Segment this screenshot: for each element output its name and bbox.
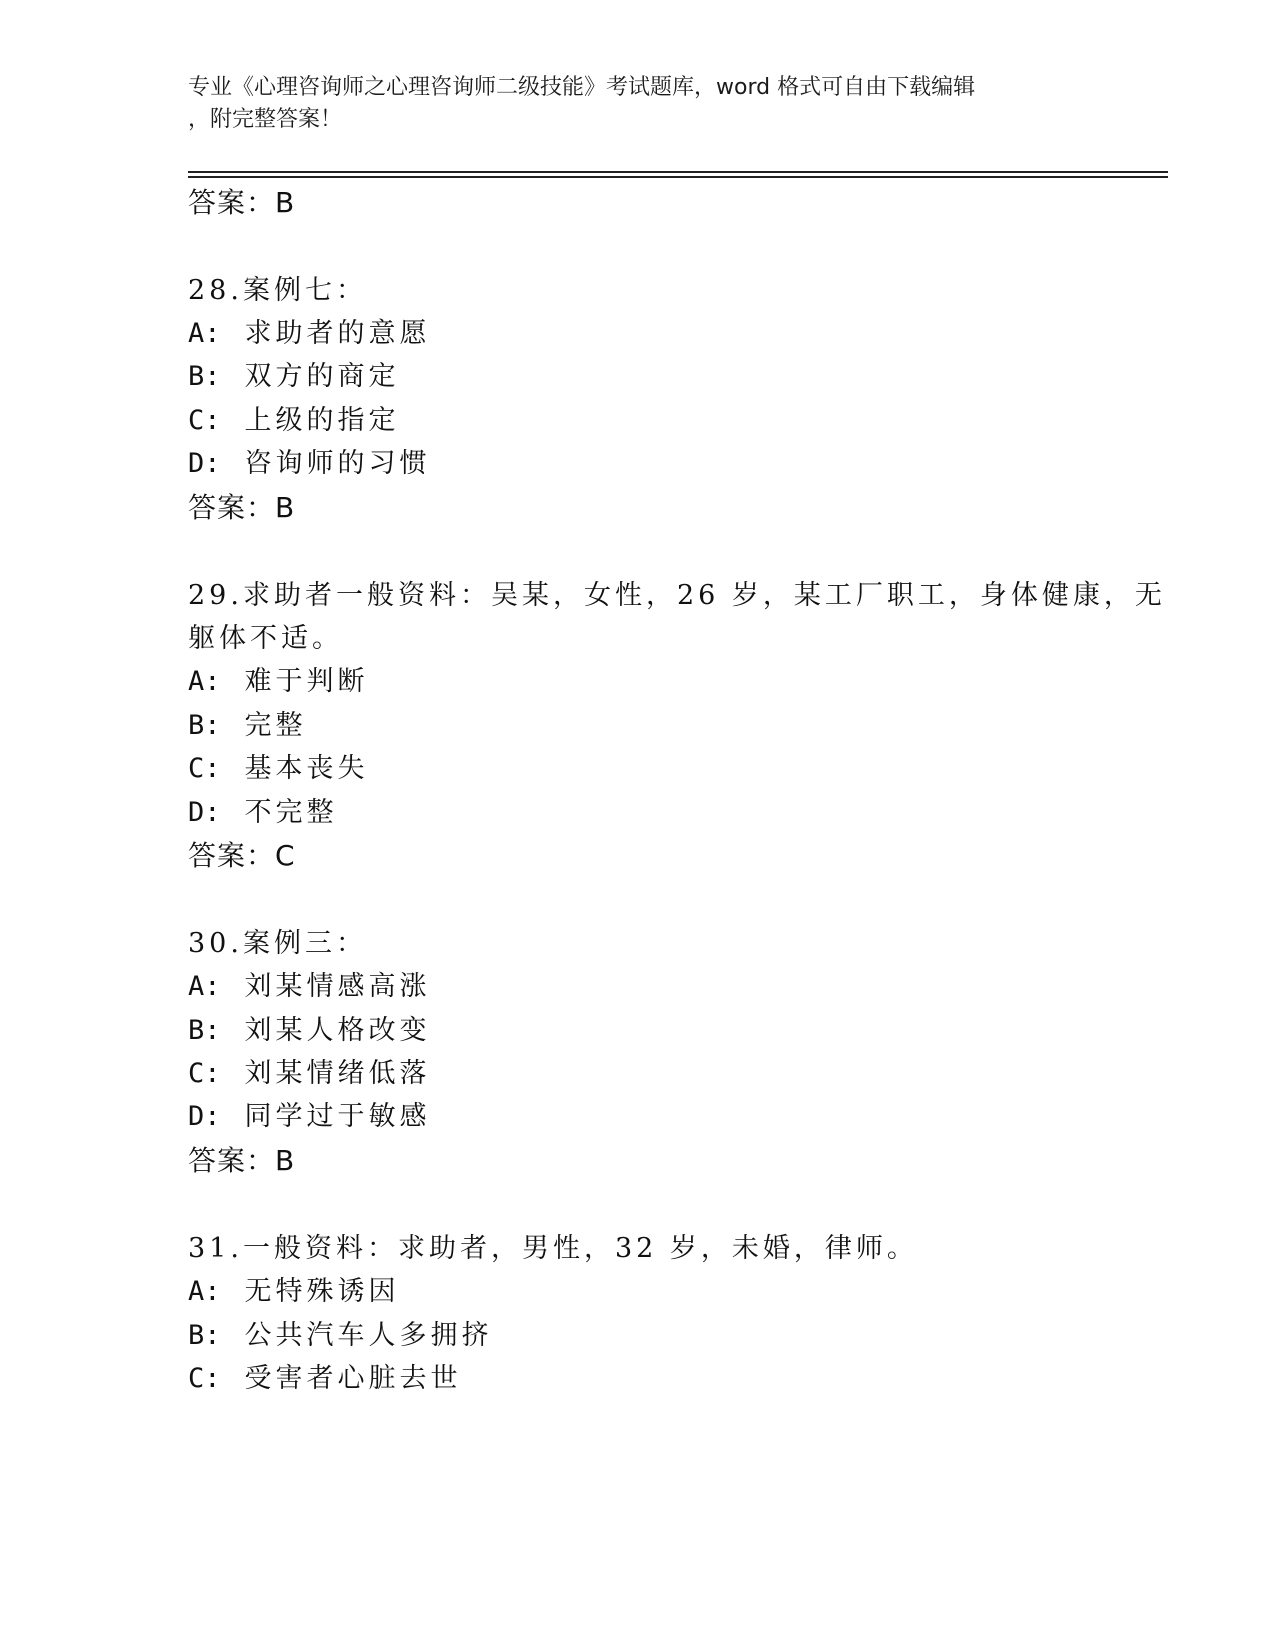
option-d: D: 咨询师的习惯 [188, 448, 431, 479]
answer-label: 答案：B [188, 1144, 296, 1177]
answer-label: 答案：B [188, 491, 296, 524]
header-rule-top [188, 171, 1168, 173]
option-d: D: 不完整 [188, 797, 338, 828]
question-stem-continued: 躯体不适。 [188, 623, 343, 654]
answer-label: 答案：B [188, 186, 296, 219]
answer-label: 答案：C [188, 839, 296, 872]
question-stem: 29.求助者一般资料：吴某，女性，26 岁，某工厂职工，身体健康，无 [188, 580, 1166, 611]
option-b: B: 公共汽车人多拥挤 [188, 1320, 493, 1351]
option-c: C: 上级的指定 [188, 405, 400, 436]
option-a: A: 刘某情感高涨 [188, 971, 431, 1002]
option-c: C: 刘某情绪低落 [188, 1058, 431, 1089]
option-a: A: 无特殊诱因 [188, 1276, 400, 1307]
header-title-line-1: 专业《心理咨询师之心理咨询师二级技能》考试题库，word 格式可自由下载编辑 [188, 75, 976, 100]
question-stem: 30.案例三： [188, 928, 367, 959]
option-c: C: 基本丧失 [188, 753, 369, 784]
question-stem: 31.一般资料：求助者，男性，32 岁，未婚，律师。 [188, 1233, 918, 1264]
question-stem: 28.案例七： [188, 275, 367, 306]
option-a: A: 求助者的意愿 [188, 318, 431, 349]
option-d: D: 同学过于敏感 [188, 1101, 431, 1132]
option-c: C: 受害者心脏去世 [188, 1363, 462, 1394]
header-rule-bottom [188, 176, 1168, 178]
option-b: B: 完整 [188, 710, 307, 741]
option-b: B: 刘某人格改变 [188, 1015, 431, 1046]
option-b: B: 双方的商定 [188, 361, 400, 392]
option-a: A: 难于判断 [188, 666, 369, 697]
header-title-line-2: ，附完整答案！ [188, 107, 343, 132]
